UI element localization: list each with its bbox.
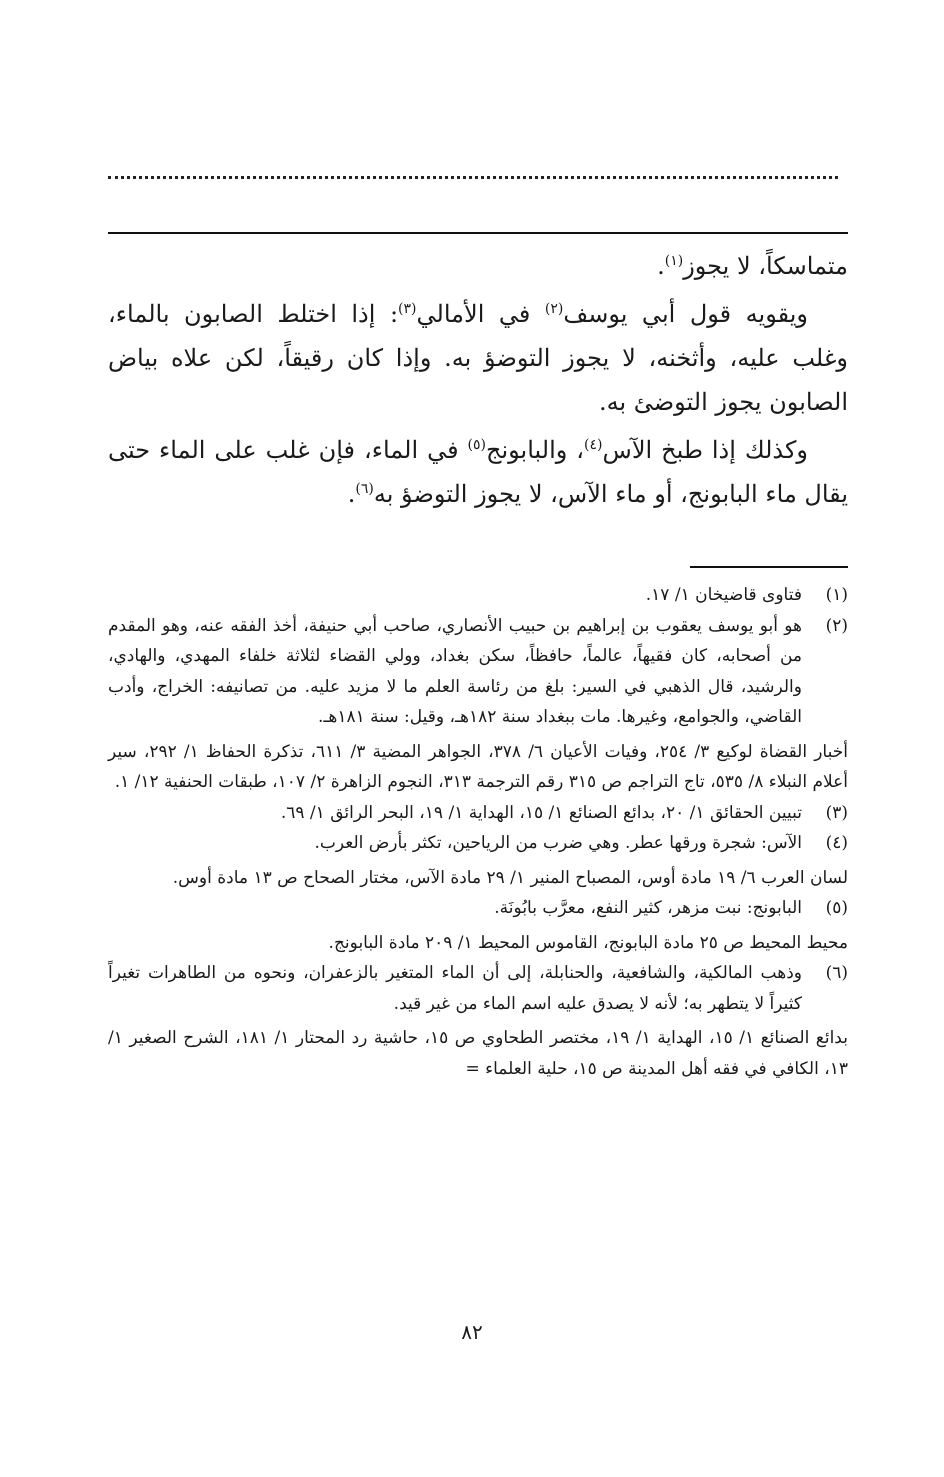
footnote-number: (٢) <box>825 615 848 636</box>
footnote-number: (٥) <box>825 898 848 918</box>
footnote-sources: بدائع الصنائع ١/ ١٥، الهداية ١/ ١٩، مختصر الطحاوي ص ١٥، حاشية رد المحتار ١/ ١٨١، الشرح الصغير ١/ ١٣، الكافي في فقه أهل المدينة ص ١٥، حلية العلماء = <box>108 1028 848 1079</box>
footnotes <box>108 580 848 1084</box>
page-number: ٨٢ <box>461 1320 483 1344</box>
paragraph-2: ويقويه قول أبي يوسف$^{(٢)}$ في الأمالي$^{(٣)}$: إذا اختلط الصابون بالماء، وغلب عليه، وأثخنه، لا يجوز التوضؤ به. وإذا كان رقيقاً، لكن علاه بياض الصابون يجوز التوضئ به. <box>108 300 848 416</box>
footnote-text: فتاوى قاضيخان ١/ ١٧. <box>645 585 802 605</box>
footnote-3 <box>108 798 848 829</box>
footnote-number: (٤) <box>825 833 848 853</box>
footnote-text: البابونج: نبت مزهر، كثير النفع، معرَّب بابُونَة. <box>494 898 802 918</box>
footnote-sources: محيط المحيط ص ٢٥ مادة البابونج، القاموس المحيط ١/ ٢٠٩ مادة البابونج. <box>328 932 848 953</box>
footnote-text: تبيين الحقائق ١/ ٢٠، بدائع الصنائع ١/ ١٥، الهداية ١/ ١٩، البحر الرائق ١/ ٦٩. <box>280 802 802 823</box>
footnote-number: (٦) <box>825 963 848 983</box>
footnote-ref: (٥) <box>467 437 486 453</box>
footnote-number: (٣) <box>825 802 848 823</box>
footnote-text: هو أبو يوسف يعقوب بن إبراهيم بن حبيب الأنصاري، صاحب أبي حنيفة، أخذ الفقه عنه، وهو المقدم من أصحابه، كان فقيهاً، عالماً، حافظاً، سكن بغداد، وولي القضاء لثلاثة خلفاء المهدي، والهادي، والرشيد، قال الذهبي في السير: بلغ من رئاسة العلم ما لا مزيد عليه. من تصانيفه: الخراج، وأدب القاضي، والجوامع، وغيرها. مات ببغداد سنة ١٨٢هـ، وقيل: سنة ١٨١هـ. <box>108 615 802 727</box>
main-text <box>108 244 848 520</box>
footnote-2 <box>108 611 848 733</box>
footnote-4 <box>108 828 848 859</box>
footnote-ref: (٢) <box>544 301 564 317</box>
footnote-ref: (١) <box>664 253 684 269</box>
paragraph-3: وكذلك إذا طبخ الآس$^{(٤)}$، والبابونج$^{(٥)}$ في الماء، فإن غلب على الماء حتى يقال ماء البابونج، أو ماء الآس، لا يجوز التوضؤ به$^{(٦)}$. <box>108 436 848 508</box>
footnote-text: وذهب المالكية، والشافعية، والحنابلة، إلى أن الماء المتغير بالزعفران، ونحوه من الطاهرات تغيراً كثيراً لا يتطهر به؛ لأنه لا يصدق عليه اسم الماء من غير قيد. <box>108 963 802 1014</box>
footnote-sources: لسان العرب ٦/ ١٩ مادة أوس، المصباح المنير ١/ ٢٩ مادة الآس، مختار الصحاح ص ١٣ مادة أوس. <box>172 867 848 888</box>
footnote-ref: (٦) <box>355 481 374 497</box>
dotted-separator <box>108 176 838 179</box>
footnote-rule <box>690 566 848 568</box>
top-rule <box>108 232 848 234</box>
footnote-5 <box>108 893 848 924</box>
footnote-number: (١) <box>825 585 848 605</box>
paragraph-1: متماسكاً، لا يجوز$^{(١)}$. <box>657 252 848 280</box>
footnote-sources: أخبار القضاة لوكيع ٣/ ٢٥٤، وفيات الأعيان ٦/ ٣٧٨، الجواهر المضية ٣/ ٦١١، تذكرة الحفاظ ١/ ٢٩٢، سير أعلام النبلاء ٨/ ٥٣٥، تاج التراجم ص ٣١٥ رقم الترجمة ٣١٣، النجوم الزاهرة ٢/ ١٠٧، طبقات الحنفية ١٢/ ١. <box>108 741 848 792</box>
footnote-ref: (٤) <box>584 437 603 453</box>
footnote-ref: (٣) <box>398 301 417 317</box>
footnote-6 <box>108 958 848 1019</box>
footnote-1 <box>108 580 848 611</box>
footnote-text: الآس: شجرة ورقها عطر. وهي ضرب من الرياحين، تكثر بأرض العرب. <box>314 833 802 853</box>
